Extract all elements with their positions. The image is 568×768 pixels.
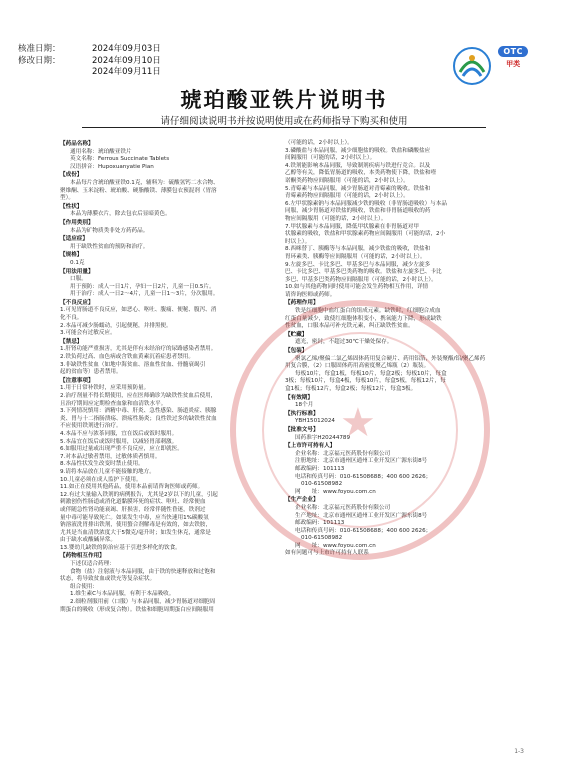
text-line: 6.如服用过量或出现严重不良反应，应立即就医。 (60, 446, 183, 453)
text-line: 7.对本品过敏者禁用，过敏体质者慎用。 (60, 453, 161, 460)
text-line: 6.左甲状腺素钠与本品同服减少铁的吸收（非胃肠道吸收）与本品 (285, 200, 447, 207)
text-line: 食物（盐）注射液与本品同服，由于铁的快速释放和过饱和 (70, 568, 216, 575)
text-line: 尤其是当血清铁浓度大于5微克/毫升时；如发生休克，通常是 (60, 529, 211, 536)
third-date: 2024年09月11日 (92, 67, 161, 77)
text-line: 盒1板；每板12片，每盒2板；每板12片，每盒3板。 (285, 386, 417, 392)
document-title: 琥珀酸亚铁片说明书 (180, 88, 388, 112)
text-line: 用于预防：成人一日1片，孕妇一日2片，儿童一日0.5片。 (70, 283, 215, 290)
text-line: 每板10片，每盒1板，每板10片，每盒2板；每板10片，每盒 (295, 370, 447, 377)
right-column (285, 140, 507, 558)
text-line: 诺酮类药物应间隔服用（可能的话，2小时以上）。 (285, 177, 409, 184)
text-line: 10.如与其他药物同时使用可能会发生药物相互作用，详情 (285, 284, 429, 291)
text-line: 聚维酮、玉米淀粉、琥珀酸、硬脂酸镁、薄膜包衣预混剂（胃溶 (60, 187, 217, 194)
section-heading: 【执行标准】 (285, 410, 319, 417)
text-line: 0.1克 (70, 259, 85, 266)
section-heading: 【禁忌】 (60, 338, 83, 345)
text-line: 2.治疗剂量不得长期使用，应在医师确诊为缺铁性贫血后使用， (60, 393, 217, 399)
otc-mark (498, 46, 528, 69)
text-line: 钠溶液洗胃排出铁剂，使用螯合剂解毒是有效的，如去铁胺， (60, 522, 212, 529)
text-line: 邮政编码：101113 (295, 520, 345, 527)
text-line: 请咨询医师或药师。 (285, 291, 336, 298)
text-line: 下述仅适合药理： (70, 561, 115, 568)
logo-area (452, 46, 528, 86)
third-date-row (18, 67, 161, 79)
section-heading: 【药品名称】 (60, 141, 94, 147)
otc-grade: 甲类 (506, 60, 521, 68)
section-heading: 【性状】 (60, 203, 83, 210)
text-line: 电话和传真号码：010-61508688；400 600 2626； (295, 527, 432, 534)
text-line: 量中毒可能导致死亡。如果发生中毒，应当快速用1%碳酸氢 (60, 514, 209, 521)
text-line: 刺激创伤性肠道或消化道黏膜坏死的症状、呕吐、经常便血 (60, 499, 206, 506)
text-line: 不应使用铁剂进行治疗。 (60, 423, 122, 430)
text-line: 起的贫血等）患者禁用。 (60, 369, 122, 376)
text-line: 本品每片含琥珀酸亚铁0.1克，辅料为：硫酸氢钙二水合物、 (70, 179, 219, 186)
approved-date-label: 核准日期： (18, 44, 61, 54)
section-heading: 【用法用量】 (60, 268, 94, 275)
text-line: 9.请将本品放在儿童不能接触的地方。 (60, 468, 155, 475)
text-line: 企业名称：北京福元医药股份有限公司 (295, 504, 391, 511)
text-line: 010-61508982 (301, 481, 343, 488)
text-line: 7.甲状腺素与本品同服，降低甲状腺素在非胃肠道对甲 (285, 223, 419, 230)
text-line: 3.下列情况慎用：酒精中毒、肝炎、急性感染、肠道炎症、胰腺 (60, 408, 217, 415)
text-line: 铁是红细胞中血红蛋白的组成元素。缺铁时，红细胞合成血 (295, 308, 441, 315)
text-line: 国药准字H20244789 (295, 434, 351, 441)
text-line: 注册地址：北京市通州区通州工业开发区广源东街8号 (295, 458, 428, 465)
text-line: 2.本品可减少肠蠕动，引起便秘，并排黑便。 (60, 322, 172, 329)
modified-date: 2024年09月10日 (92, 55, 161, 66)
text-line: 13.婴幼儿缺铁的防治应基于引进多样化的饮食。 (60, 544, 181, 551)
text-line: 企业名称：北京福元医药股份有限公司 (295, 450, 391, 457)
text-line: 由于缺水或酸碱异常。 (60, 537, 116, 544)
section-heading: 【注意事项】 (60, 377, 94, 384)
text-line: 11.如正在使用其他药品，使用本品前请咨询医师或药师。 (60, 484, 204, 491)
text-line: 电话和传真号码：010-61508688；400 600 2626； (295, 473, 432, 480)
text-line: 5.青霉素与本品同服，减少胃肠道对青霉素的吸收。铁盐和 (285, 185, 431, 192)
approved-date: 2024年09月03日 (92, 44, 161, 54)
text-line: 用于治疗：成人一日2～4片，儿童一日1～3片，分次服用。 (70, 291, 219, 298)
section-heading: 【药物相互作用】 (60, 553, 105, 560)
text-line: 8.西咪替丁、胰酶等与本品同服，减少铁盐的吸收，铁盐和 (285, 246, 431, 253)
text-line: 青霉素药物应间隔服用（可能的话，2小时以上）。 (285, 193, 409, 200)
text-line: 遮光，密封，不超过30℃干燥处保存。 (295, 339, 393, 346)
dates-block (18, 44, 161, 79)
section-heading: 【批准文号】 (285, 426, 319, 433)
section-heading: 【规格】 (60, 252, 83, 259)
text-line: 邮政编码：101113 (295, 465, 345, 472)
section-heading: 【适应症】 (60, 236, 88, 243)
text-line: 聚氯乙烯/聚偏二氯乙烯固体药用复合硬片、药用铝箔，外装聚酯/铝/聚乙烯药 (295, 355, 486, 362)
text-line: 2.铁负荷过高、血色病或含铁血黄素沉着症患者禁用。 (60, 354, 194, 361)
text-line: 通用名称：琥珀酸亚铁片 (70, 148, 132, 155)
text-line: 化不良。 (60, 315, 83, 322)
text-line: 010-61508982 (301, 535, 343, 542)
left-column (60, 140, 276, 614)
text-line: 4.本品不应与浓茶同服，宜在饭后或饭时服用。 (60, 430, 178, 437)
text-line: 3.磷酸盐与本品同服，减少细胞盐的吸收。铁盐和磷酸盐应 (285, 147, 431, 154)
text-line: 12.有过大量输入铁剂的病例报告，尤其是2岁以下的儿童，引起 (60, 491, 218, 498)
text-line: 物应间隔服用（可能的话，2小时以上）。 (285, 215, 387, 222)
text-line: 汉语拼音：Hupoxuanyatie Pian (70, 163, 154, 170)
text-line: 本品为矿物质类非处方药药品。 (70, 227, 149, 234)
text-line: YBH15012024 (295, 418, 335, 425)
section-heading: 【作用类别】 (60, 219, 94, 226)
text-line: 时以上）。 (285, 238, 311, 245)
text-line: 且治疗期间应定期检查血象和血清铁水平。 (60, 400, 167, 407)
text-line: 网 址：www.foyou.com.cn (295, 488, 376, 495)
text-line: 2.细粒剂服用前（口服）与本品同服，减少胃肠道对细胞周 (70, 599, 216, 606)
text-line: 8.本品性状发生改变时禁止使用。 (60, 461, 144, 468)
text-line: 5.本品宜在饭后或饭时服用，以减轻胃部刺激。 (60, 438, 178, 445)
text-line: 1.肝肾功能严重损害，尤其是伴有未经治疗的尿路感染者禁用。 (60, 346, 217, 353)
section-heading: 【不良反应】 (60, 299, 94, 306)
section-heading: 【生产企业】 (285, 497, 319, 504)
text-line: 10.儿童必须在成人监护下使用。 (60, 476, 142, 483)
text-line: 或伴随急性肾功能衰竭、肝损害，经常伴随性昏迷，铁剂过 (60, 506, 206, 513)
modified-date-row (18, 56, 161, 68)
text-line: 红蛋白量减少，致使红细胞体积变小，携氧能力下降，形成缺铁 (285, 315, 442, 322)
document-subtitle: 请仔细阅读说明书并按说明使用或在药师指导下购买和使用 (160, 116, 408, 127)
text-line: 状腺素的吸收，铁盐和甲状腺素药物应间隔服用（可能的话，2小 (285, 231, 446, 238)
title-divider (82, 127, 486, 128)
section-heading: 【包装】 (285, 348, 308, 355)
text-line: 巴、卡比多巴、甲基多巴类药物的吸收。铁盐和左旋多巴、卡比 (285, 269, 442, 276)
text-line: 同服，减少胃肠道对铁盐的吸收，铁盐和非胃肠道吸收的药 (285, 208, 431, 215)
modified-date-label: 修改日期： (18, 55, 61, 66)
text-line: 性贫血，口服本品可补充铁元素，纠正缺铁性贫血。 (285, 323, 414, 330)
section-heading: 【上市许可持有人】 (285, 443, 336, 450)
text-line: 口服。 (70, 276, 87, 283)
section-heading: 【有效期】 (285, 394, 313, 401)
text-line: 英文名称：Ferrous Succinate Tablets (70, 156, 170, 163)
text-line: 1.用于日常补铁时，应采用预防量。 (60, 385, 150, 392)
text-line: 型）。 (60, 195, 74, 202)
text-line: 4.铁剂能影响本品同服，导致制剂疾病与铁进行竞合。以及 (285, 162, 431, 169)
otc-badge: OTC (498, 46, 528, 57)
text-line: 3.可能会有过敏反应。 (60, 330, 116, 337)
section-heading: 【贮藏】 (285, 331, 308, 338)
text-line: 多巴、甲基多巴类药物应间隔服用（可能的话，2小时以上）。 (285, 276, 437, 283)
approved-date-row (18, 44, 161, 56)
seal-star-icon: ★ (340, 400, 376, 446)
text-line: 状态，将导致贫血或铁充等复杂症状。 (60, 576, 156, 583)
text-line: 3.非缺铁性贫血（如地中海贫血、溶血性贫血、骨髓衰竭引 (60, 361, 206, 368)
text-line: 生产地址：北京市通州区通州工业开发区广源东街8号 (295, 512, 428, 519)
text-line: 1.可见胃肠道不良反应，如恶心、呕吐、腹痛、便秘、腹泻、消 (60, 307, 217, 314)
text-line: 用复合膜，（2）口服固体药用高密度聚乙烯瓶（2）瓶装。 (285, 363, 430, 370)
text-line: 1.维生素C与本品同服，有利于本品吸收。 (70, 591, 175, 598)
text-line: 18个月 (295, 402, 314, 409)
text-line: 网 址：www.foyou.com.cn (295, 542, 376, 549)
company-logo-icon (452, 46, 492, 86)
text-line: 如有问题可与上市许可持有人联系 (285, 550, 369, 557)
page-number: 1-3 (514, 748, 524, 755)
text-line: 用于缺铁性贫血的预防和治疗。 (70, 243, 149, 250)
text-line: 间隔服用（可能的话，2小时以上）。 (285, 155, 376, 162)
text-line: （可能的话，2小时以上）。 (285, 140, 353, 146)
section-heading: 【成份】 (60, 172, 83, 179)
section-heading: 【药理作用】 (285, 300, 319, 307)
text-line: 期蛋白的吸收（形成复合物）。铁盐和细胞周期蛋白应间隔服用 (60, 606, 214, 613)
text-line: 本品为薄膜衣片，除去包衣后显暗黄色。 (70, 211, 171, 218)
text-line: 3板；每板10片，每盒4板，每板10片，每盒5板，每板12片，每 (285, 378, 446, 385)
text-line: 乙醇等有关，降低胃肠道的吸收，本类药物使下降，铁盐和喹 (285, 170, 437, 177)
text-line: 组合使用： (70, 583, 98, 590)
text-line: 胃环素类、胰酶等应间隔服用（可能的话，2小时以上）。 (285, 253, 426, 260)
text-line: 炎、胃与十二指肠溃疡、溃疡性肠炎；良性铁过多的缺铁性贫血 (60, 415, 217, 422)
text-line: 9.左旋多巴、卡比多巴、甲基多巴与本品同服，减少左旋多 (285, 261, 431, 268)
